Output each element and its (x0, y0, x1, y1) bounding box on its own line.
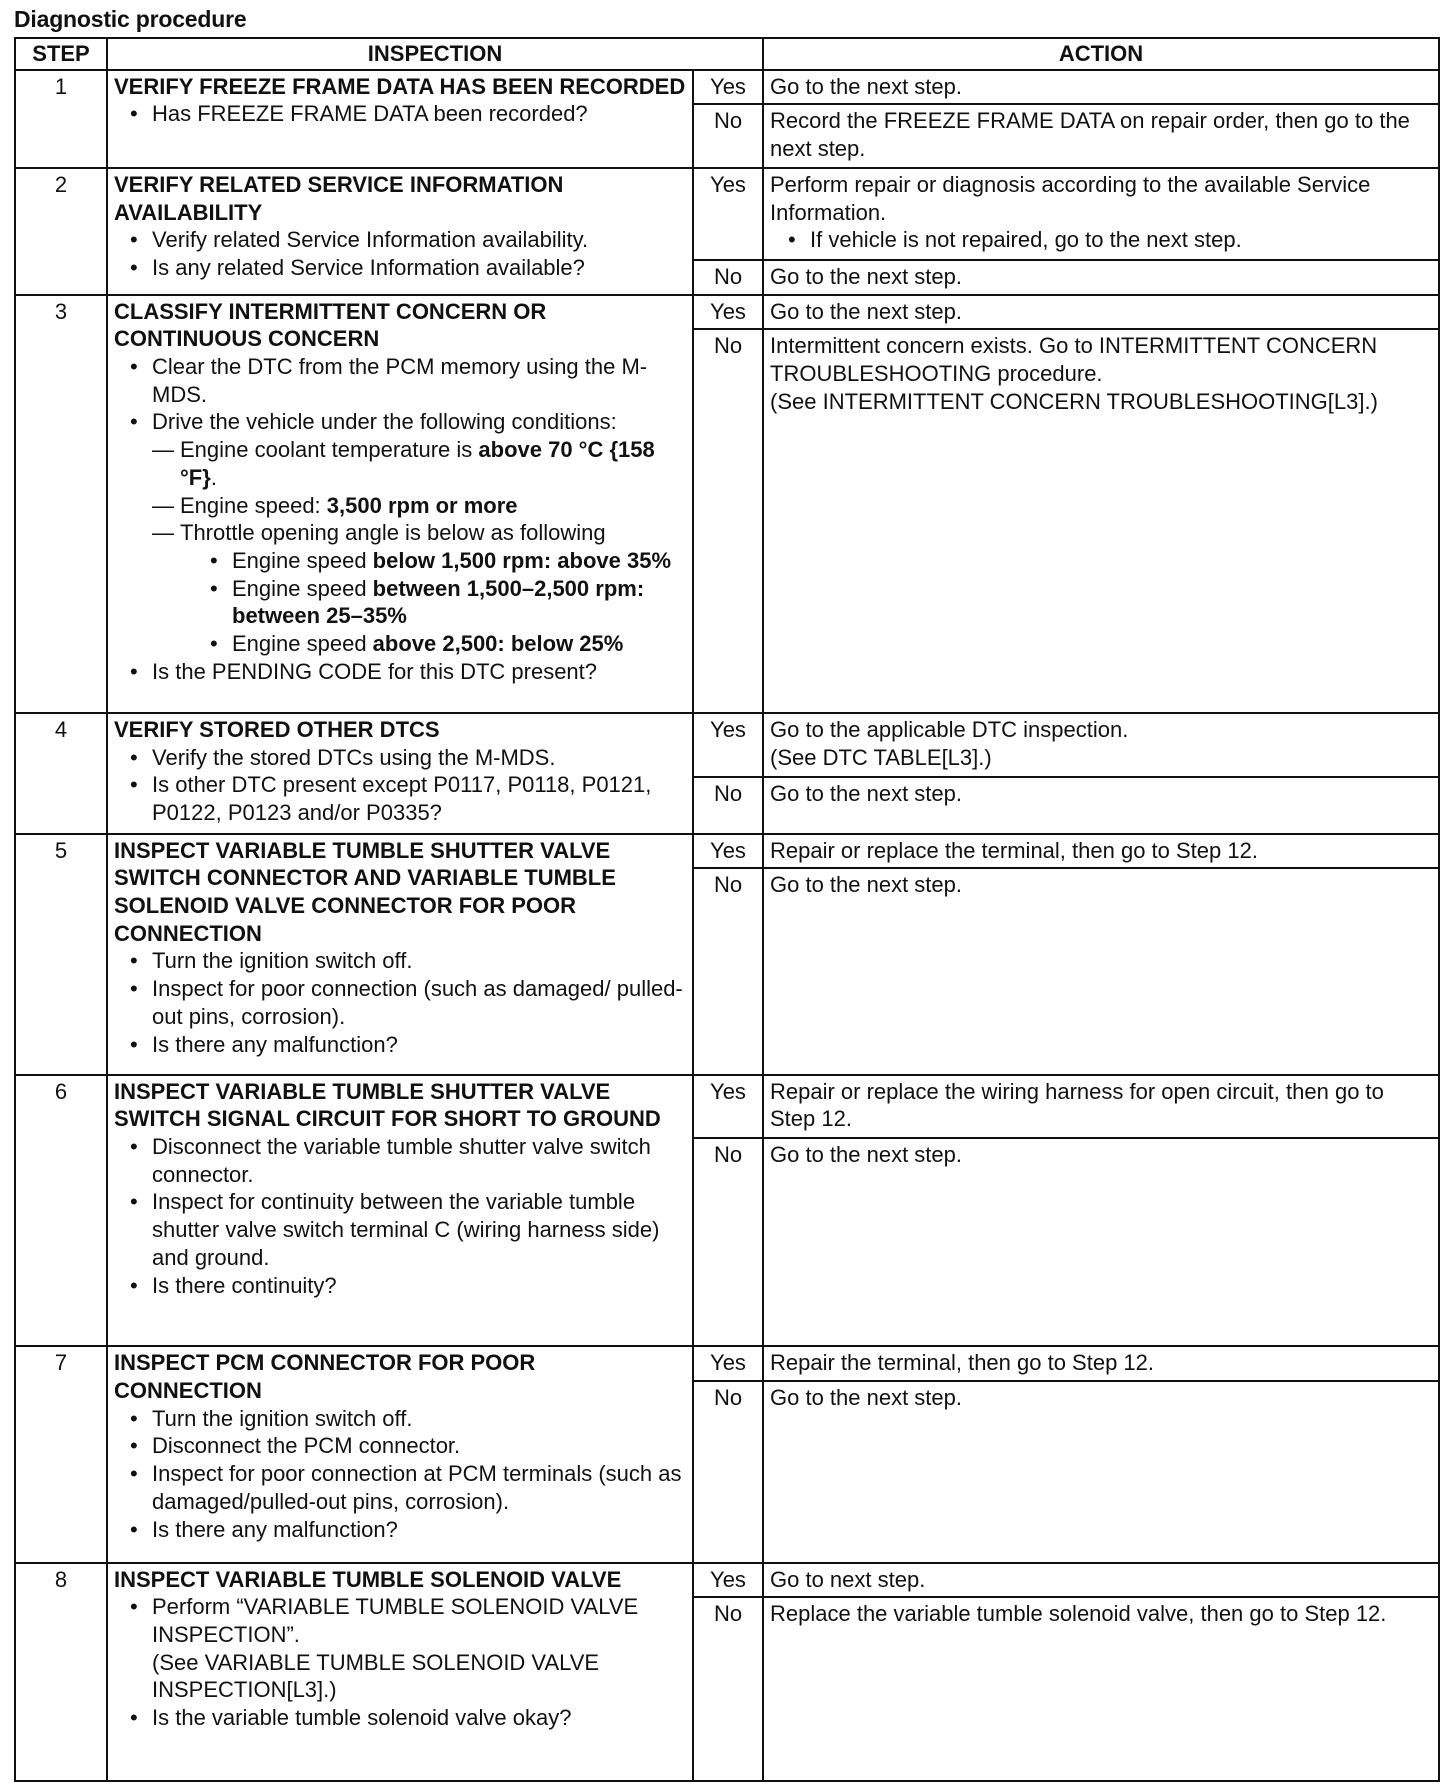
step-number: 4 (15, 713, 107, 834)
inspection-item (126, 408, 686, 657)
step-heading: VERIFY RELATED SERVICE INFORMATION AVAILABILITY (114, 171, 564, 225)
yes-action: Go to the next step. (763, 70, 1439, 105)
no-label: No (693, 1381, 763, 1563)
inspection-item: • Verify related Service Information availability. (126, 226, 686, 254)
step-inspection (107, 70, 693, 168)
yes-label: Yes (693, 713, 763, 777)
yes-action: Repair or replace the terminal, then go to Step 12. (763, 834, 1439, 869)
condition-text: Engine speed (232, 575, 373, 601)
condition-list (152, 436, 686, 658)
step-inspection (107, 1346, 693, 1562)
no-action: Record the FREEZE FRAME DATA on repair order, then go to the next step. (763, 104, 1439, 167)
inspection-item: • Inspect for poor connection at PCM terminals (such as damaged/pulled-out pins, corrosion). (126, 1460, 686, 1515)
header-step: STEP (15, 38, 107, 70)
step-heading: INSPECT VARIABLE TUMBLE SHUTTER VALVE SWITCH CONNECTOR AND VARIABLE TUMBLE SOLENOID VALVE CONNECTOR FOR POOR CONNECTION (114, 837, 616, 946)
step-inspection (107, 713, 693, 834)
yes-action: Repair the terminal, then go to Step 12. (763, 1346, 1439, 1381)
step-1-yes-row (15, 70, 1439, 105)
step-heading: VERIFY STORED OTHER DTCS (114, 717, 440, 742)
no-action: Go to the next step. (763, 1138, 1439, 1346)
inspection-item: • Turn the ignition switch off. (126, 1405, 686, 1433)
condition-text: . (210, 464, 217, 490)
no-action (763, 329, 1439, 713)
condition-text: Throttle opening angle is below as following (180, 520, 606, 546)
step-number: 5 (15, 834, 107, 1075)
no-action: Go to the next step. (763, 1381, 1439, 1563)
step-8-yes-row (15, 1563, 1439, 1598)
yes-action (763, 168, 1439, 260)
yes-label: Yes (693, 1563, 763, 1598)
inspection-item: • Disconnect the PCM connector. (126, 1432, 686, 1460)
yes-action: Repair or replace the wiring harness for open circuit, then go to Step 12. (763, 1075, 1439, 1138)
no-action: Replace the variable tumble solenoid valve, then go to Step 12. (763, 1597, 1439, 1781)
step-inspection (107, 295, 693, 713)
inspection-item: • Is there any malfunction? (126, 1516, 686, 1544)
inspection-item: • Is any related Service Information available? (126, 254, 686, 282)
throttle-list (180, 547, 686, 658)
step-4-yes-row (15, 713, 1439, 777)
yes-action-text: Perform repair or diagnosis according to the available Service Information. (770, 171, 1371, 225)
action-list (770, 226, 1432, 254)
yes-label: Yes (693, 168, 763, 260)
inspection-list (114, 1133, 686, 1299)
header-action: ACTION (763, 38, 1439, 70)
page-title: Diagnostic procedure (14, 6, 247, 32)
step-inspection (107, 168, 693, 295)
inspection-list (114, 226, 686, 281)
no-label: No (693, 1597, 763, 1781)
condition-text: Engine coolant temperature is (180, 437, 479, 463)
throttle-item (206, 630, 686, 658)
throttle-item (206, 547, 686, 575)
condition-value: below 1,500 rpm: above 35% (372, 548, 672, 574)
yes-action (763, 713, 1439, 777)
step-number: 2 (15, 168, 107, 295)
yes-label: Yes (693, 295, 763, 330)
condition-text: Engine speed (232, 631, 373, 657)
inspection-list (114, 1593, 686, 1732)
no-label: No (693, 1138, 763, 1346)
yes-action: Go to the next step. (763, 295, 1439, 330)
no-label: No (693, 777, 763, 833)
inspection-list (114, 947, 686, 1058)
step-heading: INSPECT VARIABLE TUMBLE SHUTTER VALVE SWITCH SIGNAL CIRCUIT FOR SHORT TO GROUND (114, 1078, 661, 1132)
step-3-yes-row (15, 295, 1439, 330)
condition-value: above 2,500: below 25% (372, 631, 624, 657)
step-heading: CLASSIFY INTERMITTENT CONCERN OR CONTINUOUS CONCERN (114, 298, 547, 352)
inspection-item: • Is other DTC present except P0117, P0118, P0121, P0122, P0123 and/or P0335? (126, 771, 686, 826)
condition-value: between 1,500–2,500 rpm: between 25–35% (232, 575, 645, 629)
condition-item (152, 436, 686, 491)
inspection-list (114, 100, 686, 128)
condition-value: 3,500 rpm or more (326, 492, 518, 518)
inspection-text: • Perform “VARIABLE TUMBLE SOLENOID VALVE INSPECTION”. (152, 1594, 639, 1647)
inspection-list (114, 353, 686, 686)
diagnostic-procedure-table (14, 37, 1440, 1782)
inspection-list (114, 1405, 686, 1544)
yes-action-see: (See DTC TABLE[L3].) (770, 744, 992, 770)
no-action-text: Intermittent concern exists. Go to INTERMITTENT CONCERN TROUBLESHOOTING procedure. (770, 333, 1378, 387)
inspection-item: • Verify the stored DTCs using the M-MDS. (126, 744, 686, 772)
condition-text: Engine speed (232, 548, 373, 574)
step-heading: INSPECT VARIABLE TUMBLE SOLENOID VALVE (114, 1566, 622, 1592)
inspection-item: • Is the PENDING CODE for this DTC present? (126, 658, 686, 686)
drive-conditions-text: Drive the vehicle under the following conditions: (152, 409, 617, 435)
no-label: No (693, 260, 763, 295)
header-row (15, 38, 1439, 70)
no-label: No (693, 868, 763, 1074)
no-action-see: (See INTERMITTENT CONCERN TROUBLESHOOTING[L3].) (770, 388, 1378, 414)
inspection-item (126, 1593, 686, 1704)
inspection-item: • Disconnect the variable tumble shutter valve switch connector. (126, 1133, 686, 1188)
inspection-item: • Inspect for poor connection (such as damaged/ pulled-out pins, corrosion). (126, 975, 686, 1030)
yes-label: Yes (693, 1346, 763, 1381)
step-number: 1 (15, 70, 107, 168)
inspection-item: • Has FREEZE FRAME DATA been recorded? (126, 100, 686, 128)
step-7-yes-row (15, 1346, 1439, 1381)
step-heading: INSPECT PCM CONNECTOR FOR POOR CONNECTION (114, 1350, 536, 1403)
inspection-item: • Inspect for continuity between the variable tumble shutter valve switch terminal C (wiring harness side) and ground. (126, 1188, 686, 1271)
inspection-item: • Is the variable tumble solenoid valve okay? (126, 1704, 686, 1732)
no-label: No (693, 104, 763, 167)
step-inspection (107, 834, 693, 1075)
step-inspection (107, 1075, 693, 1347)
action-item: • If vehicle is not repaired, go to the next step. (784, 226, 1432, 254)
no-action: Go to the next step. (763, 260, 1439, 295)
inspection-list (114, 744, 686, 827)
no-label: No (693, 329, 763, 713)
condition-item (152, 519, 686, 658)
step-5-yes-row (15, 834, 1439, 869)
yes-action: Go to next step. (763, 1563, 1439, 1598)
yes-label: Yes (693, 1075, 763, 1138)
yes-label: Yes (693, 834, 763, 869)
inspection-item: • Is there any malfunction? (126, 1031, 686, 1059)
step-heading: VERIFY FREEZE FRAME DATA HAS BEEN RECORDED (114, 73, 686, 99)
condition-text: Engine speed: (180, 492, 327, 518)
step-number: 3 (15, 295, 107, 713)
no-action: Go to the next step. (763, 777, 1439, 833)
condition-value: above 70 °C {158 °F} (180, 437, 655, 490)
step-inspection (107, 1563, 693, 1781)
step-number: 8 (15, 1563, 107, 1781)
step-6-yes-row (15, 1075, 1439, 1138)
inspection-item: • Turn the ignition switch off. (126, 947, 686, 975)
yes-action-text: Go to the applicable DTC inspection. (770, 717, 1129, 742)
inspection-item: • Clear the DTC from the PCM memory using the M-MDS. (126, 353, 686, 408)
header-inspection: INSPECTION (107, 38, 763, 70)
inspection-item: • Is there continuity? (126, 1272, 686, 1300)
throttle-item (206, 575, 686, 630)
condition-item (152, 492, 686, 520)
yes-label: Yes (693, 70, 763, 105)
inspection-see: (See VARIABLE TUMBLE SOLENOID VALVE INSPECTION[L3].) (152, 1649, 600, 1703)
no-action: Go to the next step. (763, 868, 1439, 1074)
step-number: 6 (15, 1075, 107, 1347)
step-number: 7 (15, 1346, 107, 1562)
step-2-yes-row (15, 168, 1439, 260)
